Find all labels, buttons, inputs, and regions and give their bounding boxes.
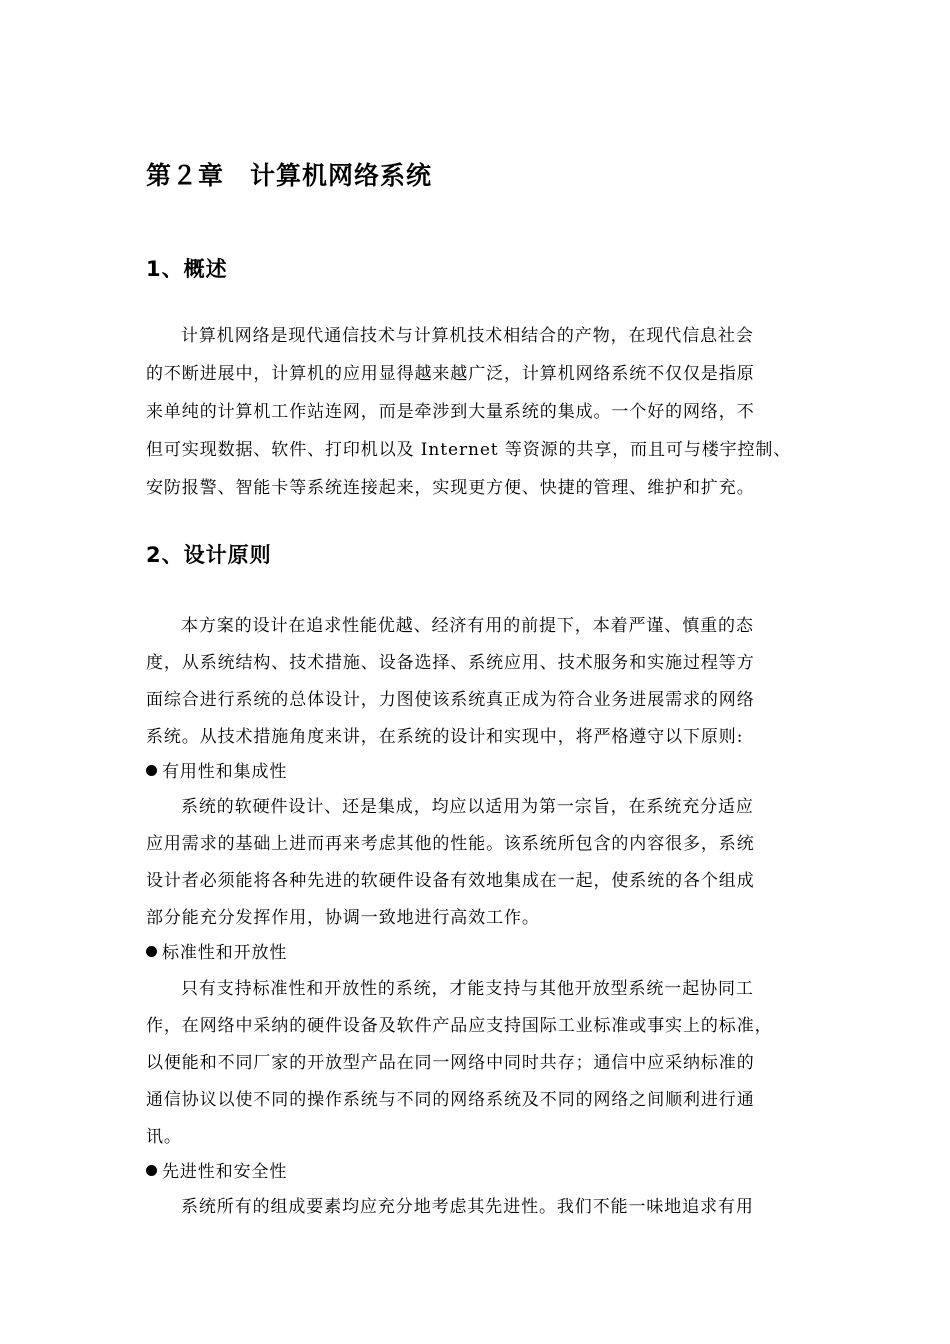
paragraph-line: 系统所有的组成要素均应充分地考虑其先进性。我们不能一味地追求有用 — [181, 1197, 754, 1217]
paragraph-line: 安防报警、智能卡等系统连接起来，实现更方便、快捷的管理、维护和扩充。 — [146, 478, 755, 498]
paragraph-line: 讯。 — [146, 1127, 182, 1147]
principle-title: 先进性和安全性 — [162, 1162, 288, 1182]
bullet-icon — [146, 765, 157, 776]
paragraph-line: 部分能充分发挥作用，协调一致地进行高效工作。 — [146, 908, 540, 928]
paragraph-line: 的不断进展中，计算机的应用显得越来越广泛，计算机网络系统不仅仅是指原 — [146, 364, 755, 384]
section-heading-design-principles: 2、设计原则 — [146, 543, 272, 567]
bullet-icon — [146, 1165, 157, 1176]
principle-heading — [146, 941, 287, 965]
paragraph-line: 应用需求的基础上进而再来考虑其他的性能。该系统所包含的内容很多，系统 — [146, 834, 755, 854]
paragraph-line: 面综合进行系统的总体设计，力图使该系统真正成为符合业务进展需求的网络 — [146, 690, 755, 710]
paragraph-line: 通信协议以使不同的操作系统与不同的网络系统及不同的网络之间顺利进行通 — [146, 1090, 755, 1110]
paragraph-line: 以便能和不同厂家的开放型产品在同一网络中同时共存；通信中应采纳标准的 — [146, 1053, 755, 1073]
paragraph-line: 作，在网络中采纳的硬件设备及软件产品应支持国际工业标准或事实上的标准， — [146, 1016, 773, 1036]
principle-heading — [146, 1160, 287, 1184]
paragraph-line: 但可实现数据、软件、打印机以及 Internet 等资源的共享，而且可与楼宇控制、 — [146, 440, 792, 460]
paragraph-line: 设计者必须能将各种先进的软硬件设备有效地集成在一起，使系统的各个组成 — [146, 871, 755, 891]
principle-title: 有用性和集成性 — [162, 762, 288, 782]
paragraph-line: 只有支持标准性和开放性的系统，才能支持与其他开放型系统一起协同工 — [181, 979, 754, 999]
principle-title: 标准性和开放性 — [162, 943, 288, 963]
paragraph-line: 来单纯的计算机工作站连网，而是牵涉到大量系统的集成。一个好的网络，不 — [146, 402, 755, 422]
paragraph-line: 系统。从技术措施角度来讲，在系统的设计和实现中，将严格遵守以下原则: — [146, 727, 744, 747]
paragraph-line: 本方案的设计在追求性能优越、经济有用的前提下，本着严谨、慎重的态 — [181, 616, 754, 636]
paragraph-line: 度，从系统结构、技术措施、设备选择、系统应用、技术服务和实施过程等方 — [146, 653, 755, 673]
chapter-title: 第２章 计算机网络系统 — [146, 161, 433, 190]
principle-heading — [146, 760, 287, 784]
section-heading-overview: 1、概述 — [146, 257, 228, 281]
paragraph-line: 系统的软硬件设计、还是集成，均应以适用为第一宗旨，在系统充分适应 — [181, 797, 754, 817]
paragraph-line: 计算机网络是现代通信技术与计算机技术相结合的产物，在现代信息社会 — [181, 326, 754, 346]
bullet-icon — [146, 946, 157, 957]
